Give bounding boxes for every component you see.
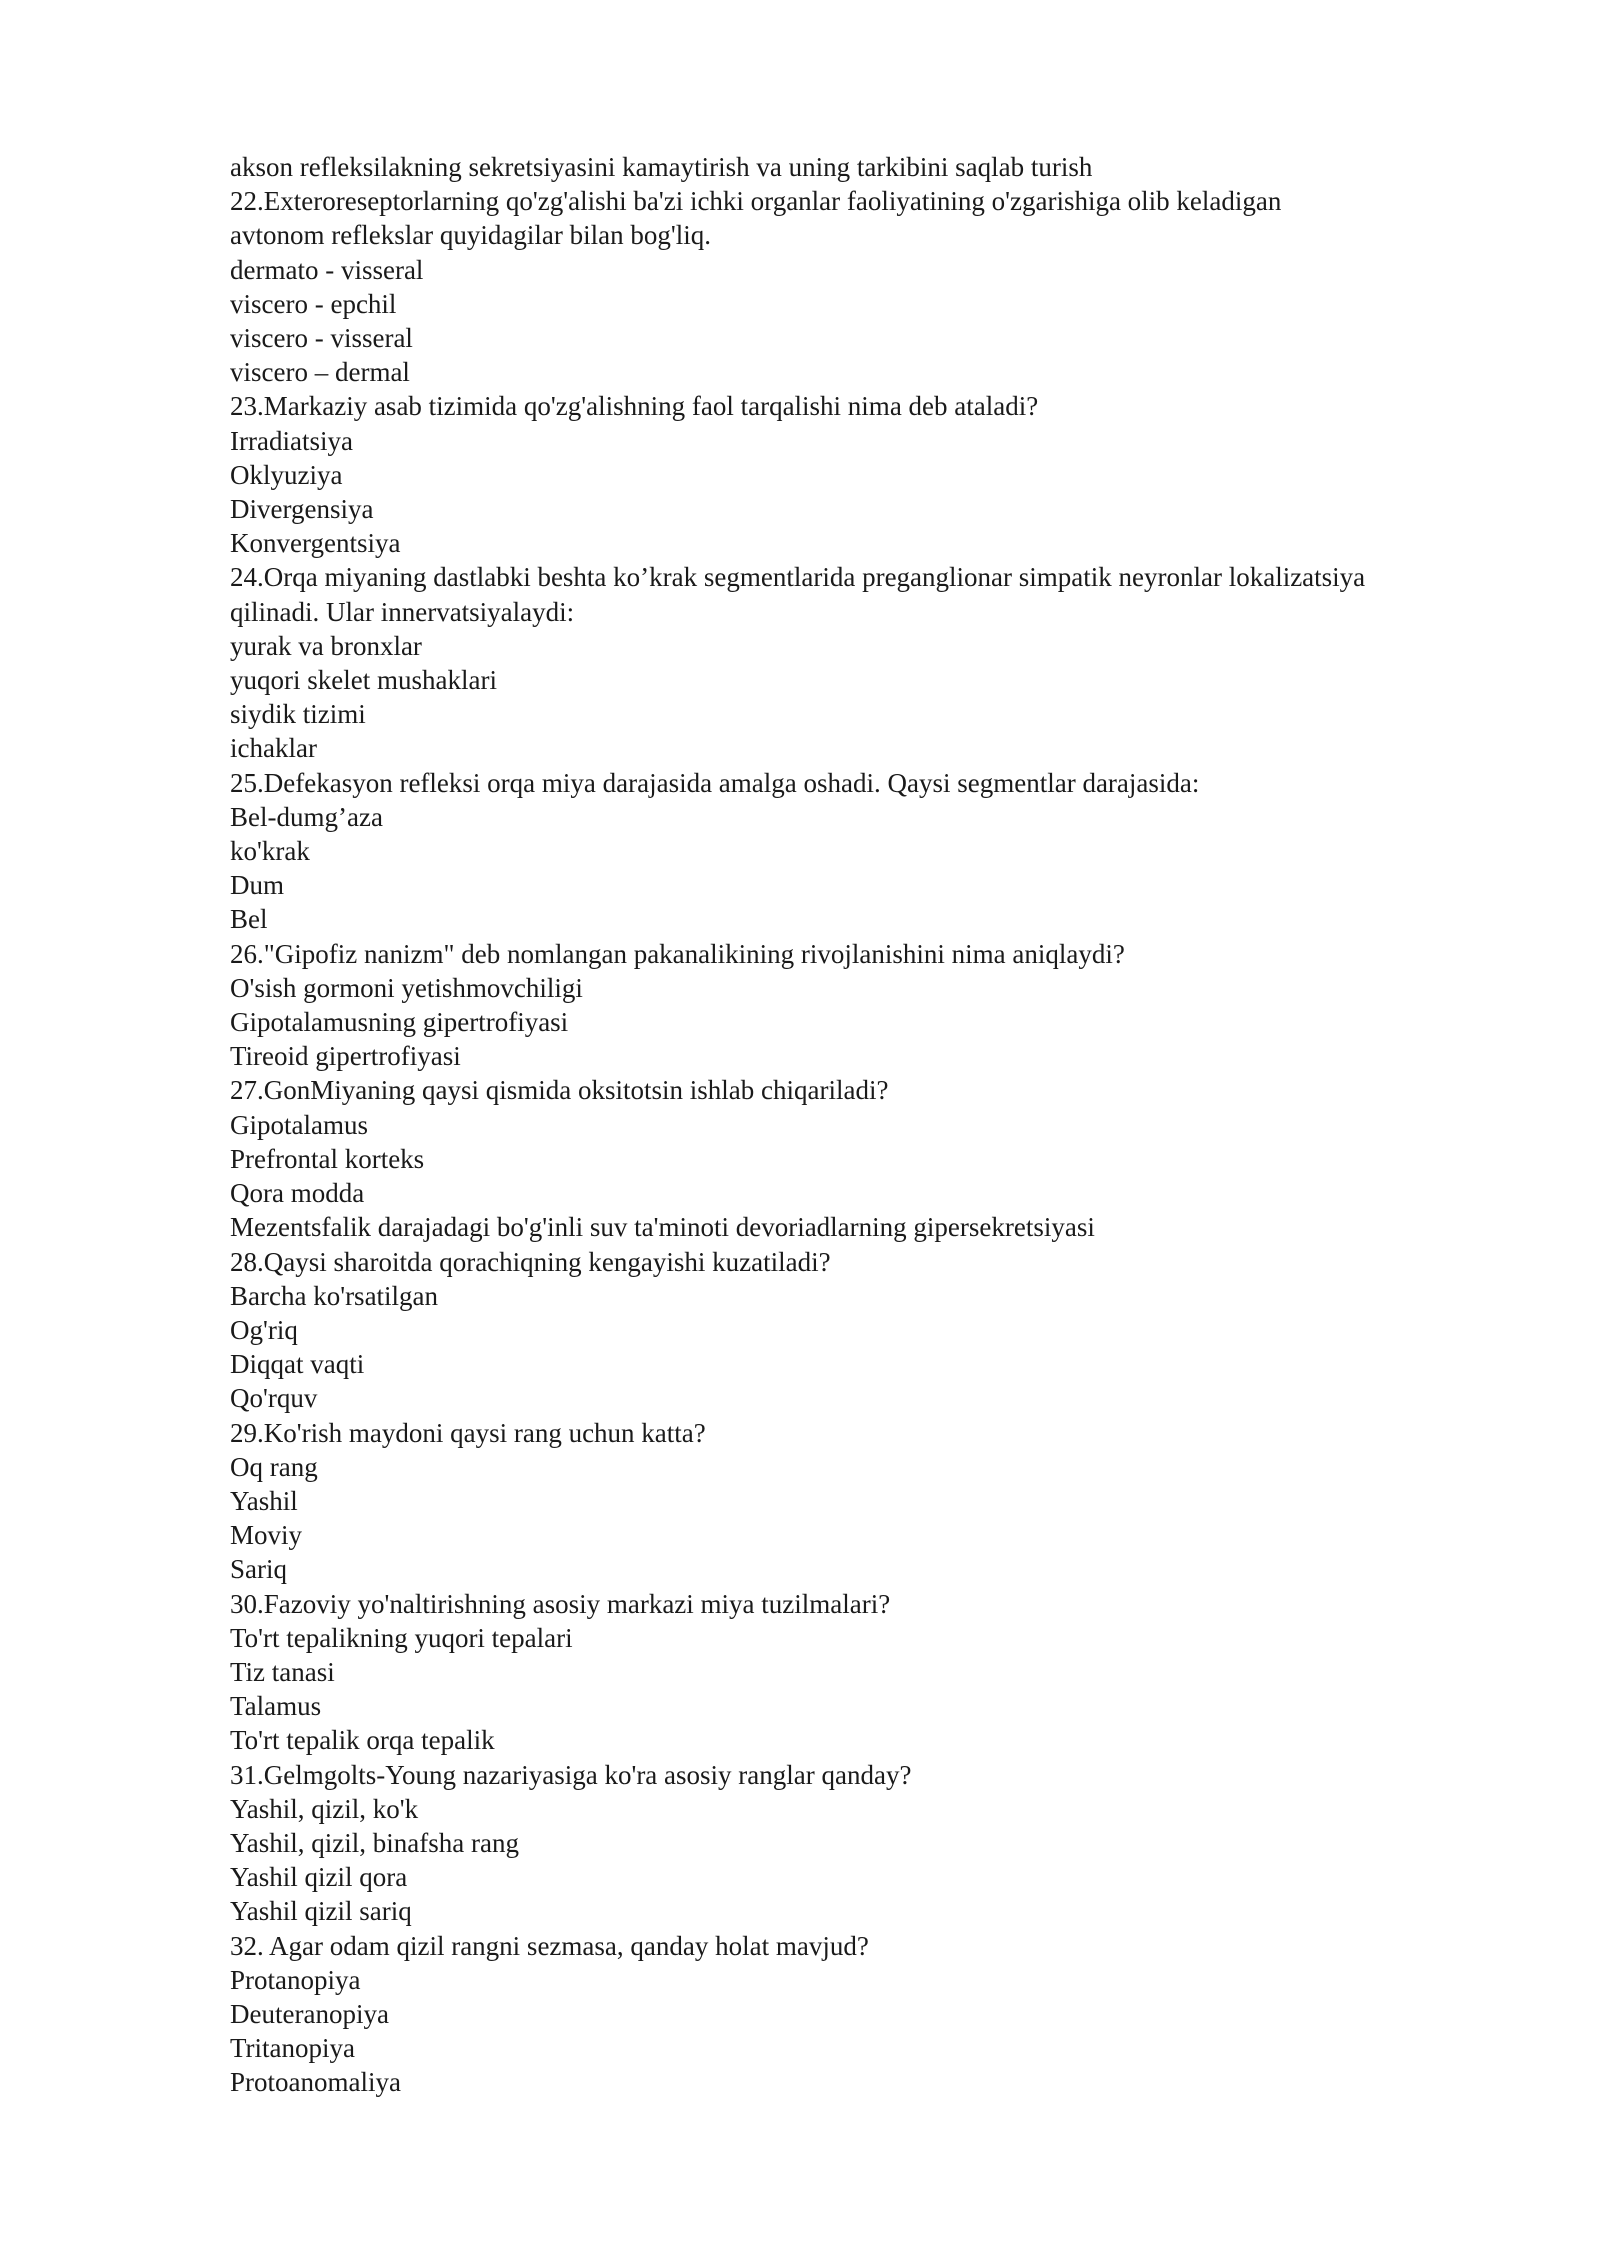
answer-option: Yashil, qizil, binafsha rang <box>230 1827 519 1858</box>
answer-option: yurak va bronxlar <box>230 630 422 661</box>
question-text: qilinadi. Ular innervatsiyalaydi: <box>230 596 575 627</box>
question-block <box>230 1073 1530 1244</box>
answer-option: Dum <box>230 870 284 901</box>
answer-option: Prefrontal korteks <box>230 1143 425 1174</box>
answer-option: Bel <box>230 904 268 935</box>
answer-option: Yashil qizil sariq <box>230 1896 412 1927</box>
answer-option: yuqori skelet mushaklari <box>230 665 497 696</box>
question-block <box>230 389 1530 560</box>
answer-option: Oq rang <box>230 1451 318 1482</box>
answer-option: viscero - visseral <box>230 323 413 354</box>
question-block <box>230 1416 1530 1587</box>
answer-option: Og'riq <box>230 1314 298 1345</box>
question-block <box>230 1758 1530 1929</box>
answer-option: Barcha ko'rsatilgan <box>230 1280 439 1311</box>
question-text: 32. Agar odam qizil rangni sezmasa, qanday holat mavjud? <box>230 1930 869 1961</box>
document-page <box>230 150 1530 2100</box>
question-text: avtonom reflekslar quyidagilar bilan bog'liq. <box>230 220 711 251</box>
answer-option: Tritanopiya <box>230 2033 356 2064</box>
answer-option: To'rt tepalik orqa tepalik <box>230 1725 495 1756</box>
answer-option: Qo'rquv <box>230 1383 318 1414</box>
question-text: 30.Fazoviy yo'naltirishning asosiy markazi miya tuzilmalari? <box>230 1588 891 1619</box>
answer-option: Gipotalamus <box>230 1109 368 1140</box>
answer-option: Protoanomaliya <box>230 2067 401 2098</box>
question-block <box>230 184 1530 389</box>
question-text: 22.Exteroreseptorlarning qo'zg'alishi ba'zi ichki organlar faoliyatining o'zgarishiga olib keladigan <box>230 186 1282 217</box>
answer-option: viscero - epchil <box>230 288 397 319</box>
question-text: 25.Defekasyon refleksi orqa miya darajasida amalga oshadi. Qaysi segmentlar darajasida: <box>230 767 1200 798</box>
answer-option: Diqqat vaqti <box>230 1349 365 1380</box>
question-text: 29.Ko'rish maydoni qaysi rang uchun katta? <box>230 1417 706 1448</box>
question-text: 23.Markaziy asab tizimida qo'zg'alishning faol tarqalishi nima deb ataladi? <box>230 391 1039 422</box>
question-block <box>230 1245 1530 1416</box>
answer-option: Mezentsfalik darajadagi bo'g'inli suv ta'minoti devoriadlarning gipersekretsiyasi <box>230 1212 1095 1243</box>
question-text: 26."Gipofiz nanizm" deb nomlangan pakanalikining rivojlanishini nima aniqlaydi? <box>230 938 1125 969</box>
answer-option: Konvergentsiya <box>230 528 401 559</box>
answer-option: dermato - visseral <box>230 254 424 285</box>
question-text: 27.GonMiyaning qaysi qismida oksitotsin ishlab chiqariladi? <box>230 1075 889 1106</box>
question-block <box>230 1929 1530 2100</box>
answer-option: Deuteranopiya <box>230 1998 389 2029</box>
answer-option: Yashil <box>230 1485 298 1516</box>
answer-option: O'sish gormoni yetishmovchiligi <box>230 972 583 1003</box>
question-text: 28.Qaysi sharoitda qorachiqning kengayishi kuzatiladi? <box>230 1246 831 1277</box>
answer-option: Moviy <box>230 1520 303 1551</box>
question-list <box>230 184 1530 2099</box>
answer-option: Gipotalamusning gipertrofiyasi <box>230 1007 569 1038</box>
answer-option: Sariq <box>230 1554 287 1585</box>
intro-line: akson refleksilakning sekretsiyasini kamaytirish va uning tarkibini saqlab turish <box>230 152 1093 182</box>
question-block <box>230 766 1530 937</box>
answer-option: To'rt tepalikning yuqori tepalari <box>230 1622 573 1653</box>
answer-option: Tireoid gipertrofiyasi <box>230 1041 461 1072</box>
answer-option: Divergensiya <box>230 494 374 525</box>
answer-option: ko'krak <box>230 836 310 867</box>
answer-option: Qora modda <box>230 1178 365 1209</box>
answer-option: Yashil qizil qora <box>230 1862 408 1893</box>
answer-option: Protanopiya <box>230 1964 361 1995</box>
answer-option: siydik tizimi <box>230 699 366 730</box>
answer-option: Irradiatsiya <box>230 425 353 456</box>
answer-option: Tiz tanasi <box>230 1656 335 1687</box>
answer-option: viscero – dermal <box>230 357 410 388</box>
answer-option: Bel-dumg’aza <box>230 801 383 832</box>
answer-option: ichaklar <box>230 733 317 764</box>
question-block <box>230 1587 1530 1758</box>
question-block <box>230 937 1530 1074</box>
question-block <box>230 560 1530 765</box>
answer-option: Oklyuziya <box>230 459 343 490</box>
question-text: 31.Gelmgolts-Young nazariyasiga ko'ra asosiy ranglar qanday? <box>230 1759 912 1790</box>
question-text: 24.Orqa miyaning dastlabki beshta ko’krak segmentlarida preganglionar simpatik neyronlar lokalizatsiya <box>230 562 1366 593</box>
answer-option: Talamus <box>230 1691 322 1722</box>
answer-option: Yashil, qizil, ko'k <box>230 1793 419 1824</box>
